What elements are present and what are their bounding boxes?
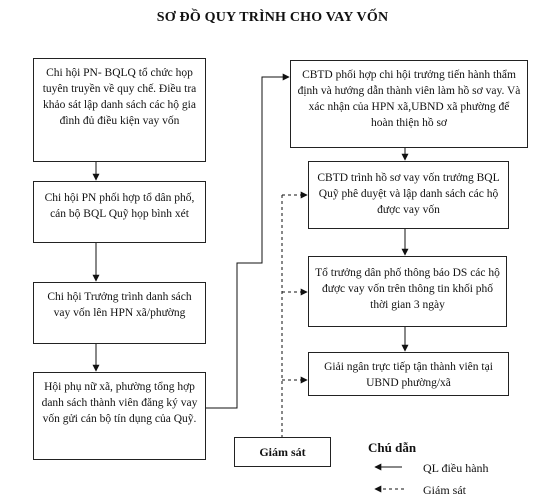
- step-box-right-3: Tổ trưởng dân phố thông báo DS các hộ được vay vốn trên thông tin khối phố thời gian 3 ngày: [308, 256, 507, 327]
- step-box-right-1: CBTD phối hợp chi hội trưởng tiến hành thẩm định và hướng dẫn thành viên làm hồ sơ vay. Và xác nhận của HPN xã,UBND xã phường để hoàn thiện hồ sơ: [290, 60, 528, 148]
- step-box-left-2: Chi hội PN phối hợp tổ dân phố, cán bộ BQL Quỹ họp bình xét: [33, 181, 206, 243]
- step-box-left-4: Hội phụ nữ xã, phường tổng hợp danh sách thành viên đăng ký vay vốn gửi cán bộ tín dụng của Quỹ.: [33, 372, 206, 460]
- legend-dashed-label: Giám sát: [423, 483, 466, 497]
- step-box-left-3: Chi hội Trưởng trình danh sách vay vốn lên HPN xã/phường: [33, 282, 206, 344]
- diagram-title: SƠ ĐỒ QUY TRÌNH CHO VAY VỐN: [156, 10, 389, 25]
- arrow-left4-to-right1: [206, 77, 289, 408]
- legend-solid-label: QL điều hành: [423, 461, 489, 475]
- supervision-box: Giám sát: [234, 437, 331, 467]
- step-box-right-2: CBTD trình hồ sơ vay vốn trưởng BQL Quỹ phê duyệt và lập danh sách các hộ được vay vốn: [308, 161, 509, 229]
- step-box-left-1: Chi hội PN- BQLQ tổ chức họp tuyên truyền về quy chế. Điều tra khảo sát lập danh sách các hộ gia đình đủ điều kiện vay vốn: [33, 58, 206, 162]
- legend-title: Chú dẫn: [368, 440, 417, 455]
- step-box-right-4: Giải ngân trực tiếp tận thành viên tại UBND phường/xã: [308, 352, 509, 396]
